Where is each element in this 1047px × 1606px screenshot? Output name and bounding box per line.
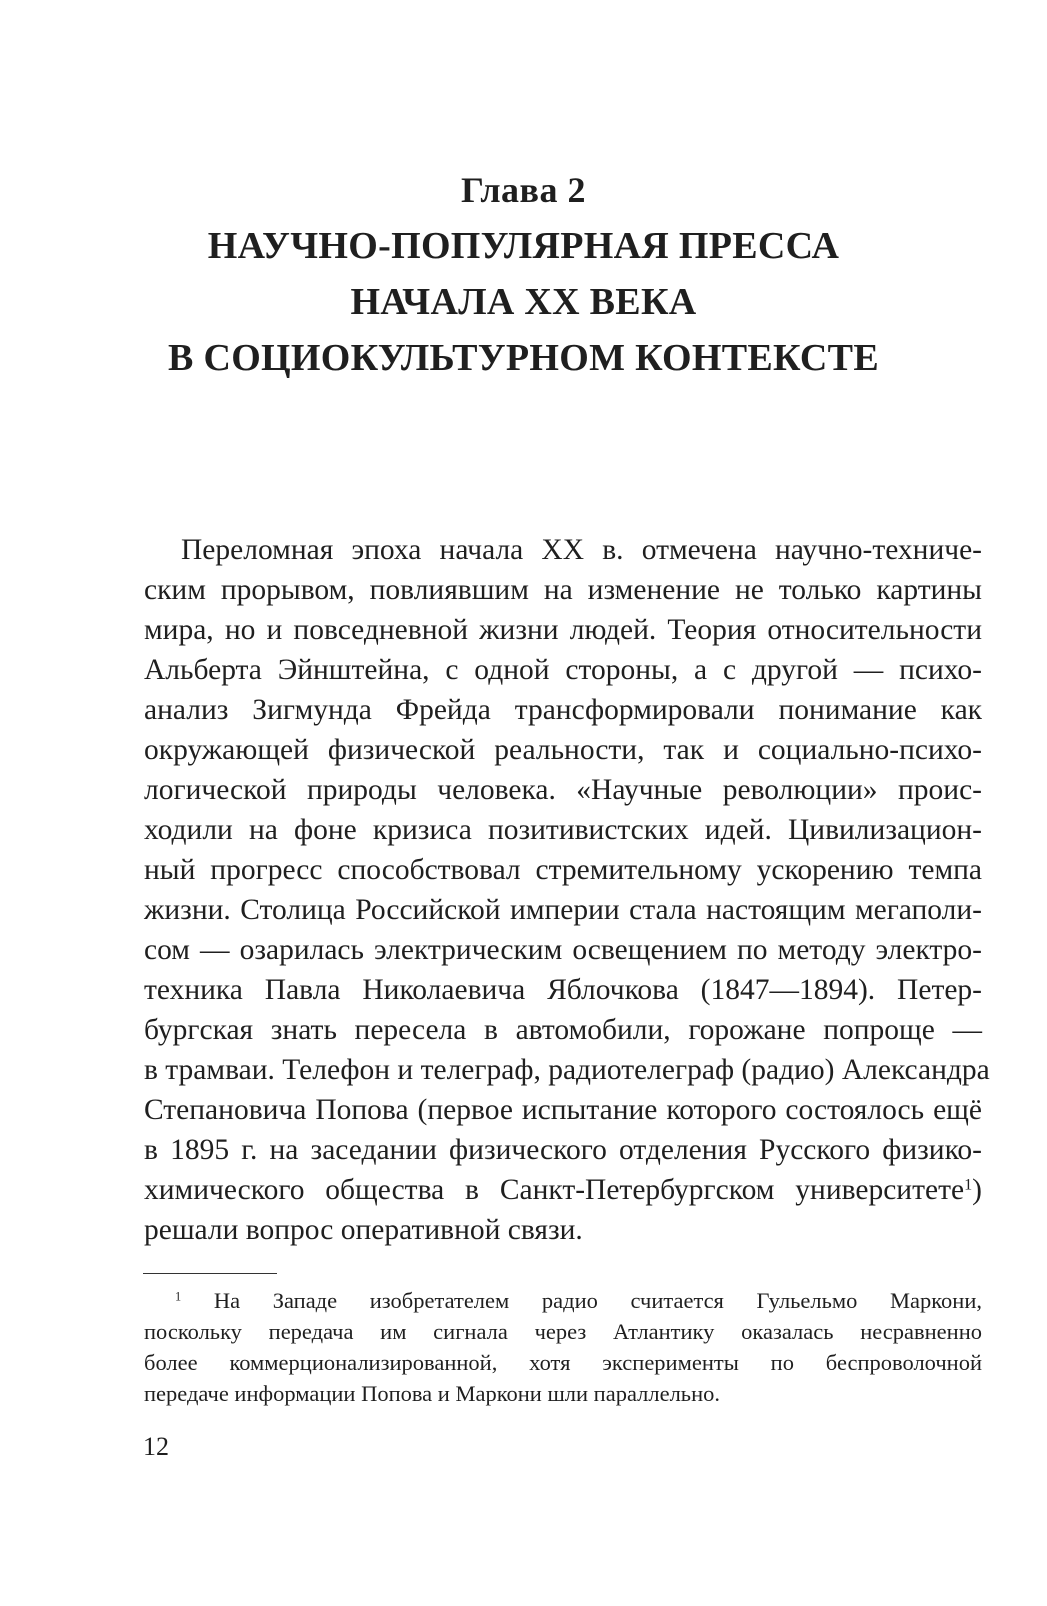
body-line: в 1895 г. на заседании физического отделения Русского физико- xyxy=(144,1134,982,1166)
body-line-with-footnote-ref xyxy=(144,1176,982,1206)
body-line: Альберта Эйнштейна, с одной стороны, а с другой — психо- xyxy=(144,654,982,686)
body-line: Степановича Попова (первое испытание которого состоялось ещё xyxy=(144,1094,982,1126)
body-line: в трамваи. Телефон и телеграф, радиотелеграф (радио) Александра xyxy=(144,1054,990,1086)
body-line: логической природы человека. «Научные революции» проис- xyxy=(144,774,982,806)
body-line: бургская знать пересела в автомобили, горожане попроще — xyxy=(144,1014,982,1046)
body-line: ским прорывом, повлиявшим на изменение не только картины xyxy=(144,574,982,606)
footnote-line xyxy=(175,1290,982,1313)
body-line: решали вопрос оперативной связи. xyxy=(144,1214,583,1246)
body-line: мира, но и повседневной жизни людей. Теория относительности xyxy=(144,614,982,646)
footnote-reference[interactable]: 1 xyxy=(964,1175,973,1194)
body-line: анализ Зигмунда Фрейда трансформировали понимание как xyxy=(144,694,982,726)
chapter-title-line-1: НАУЧНО-ПОПУЛЯРНАЯ ПРЕССА xyxy=(207,225,840,267)
chapter-title-line-2: НАЧАЛА XX ВЕКА xyxy=(350,281,697,323)
body-line-text: химического общества в Санкт-Петербургском университете xyxy=(144,1174,965,1206)
body-line: ный прогресс способствовал стремительному ускорению темпа xyxy=(144,854,982,886)
footnote-line: передаче информации Попова и Маркони шли параллельно. xyxy=(144,1381,720,1406)
body-line-tail: ) xyxy=(972,1174,982,1206)
body-line: сом — озарилась электрическим освещением по методу электро- xyxy=(144,934,982,966)
page-number: 12 xyxy=(143,1432,169,1461)
body-line: окружающей физической реальности, так и социально-психо- xyxy=(144,734,982,766)
body-line: техника Павла Николаевича Яблочкова (1847—1894). Петер- xyxy=(144,974,982,1006)
chapter-label: Глава 2 xyxy=(461,170,586,210)
body-line: жизни. Столица Российской империи стала настоящим мегаполи- xyxy=(144,894,982,926)
footnote-line: поскольку передача им сигнала через Атлантику оказалась несравненно xyxy=(144,1319,982,1344)
footnote-line-text: На Западе изобретателем радио считается Гульельмо Маркони, xyxy=(213,1288,983,1313)
footnote-line: более коммерционализированной, хотя эксперименты по беспроволочной xyxy=(144,1350,982,1375)
footnote-marker: 1 xyxy=(175,1289,182,1304)
body-line: ходили на фоне кризиса позитивистских идей. Цивилизацион- xyxy=(144,814,982,846)
chapter-title-line-3: В СОЦИОКУЛЬТУРНОМ КОНТЕКСТЕ xyxy=(168,337,879,379)
footnote-separator xyxy=(143,1273,277,1274)
body-line: Переломная эпоха начала XX в. отмечена научно-техниче- xyxy=(181,534,982,566)
